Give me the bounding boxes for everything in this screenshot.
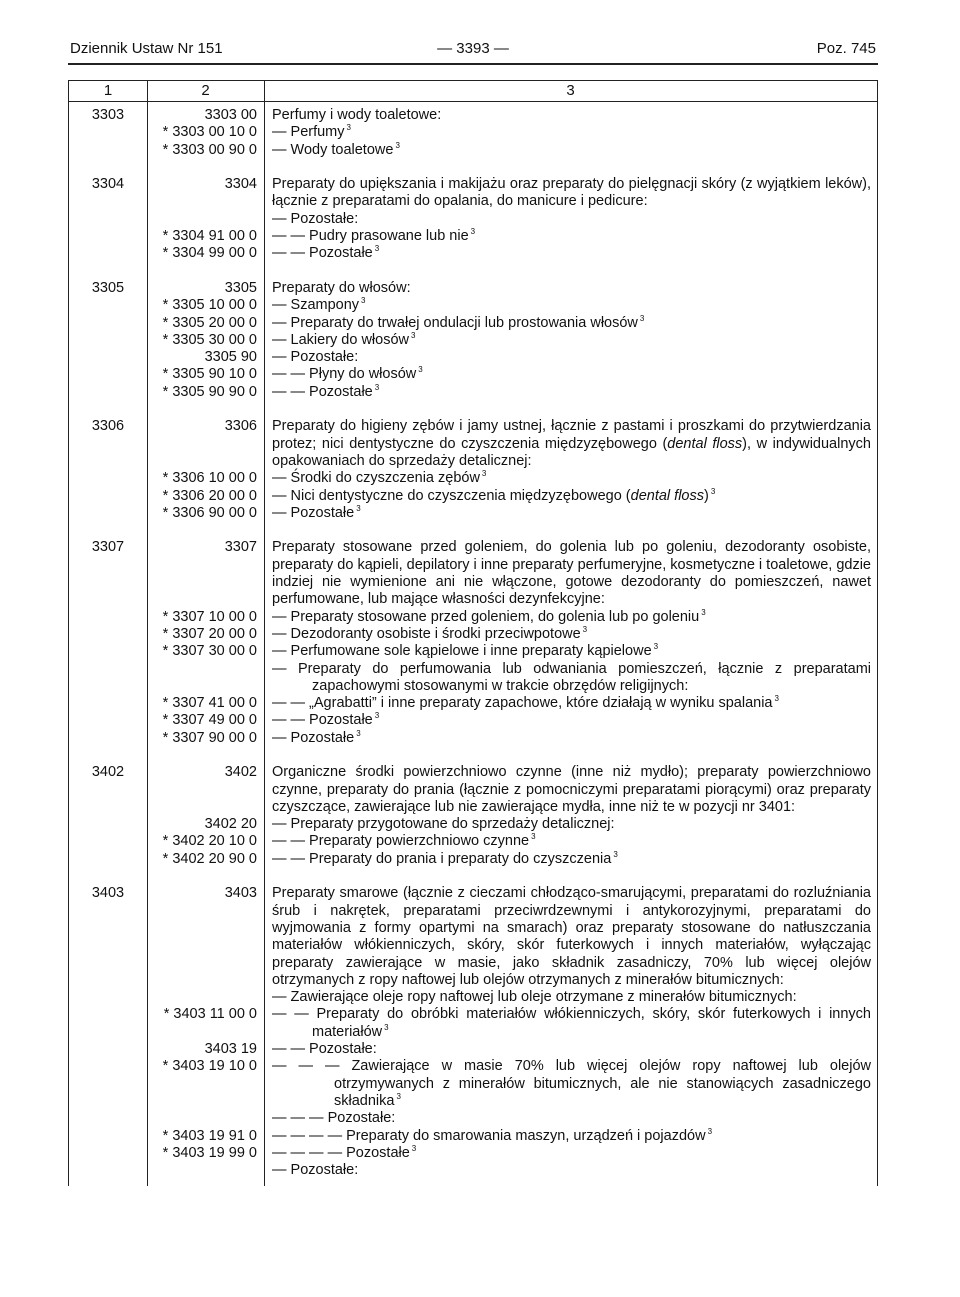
heading-number: 3402 — [91, 764, 125, 781]
heading-number — [69, 730, 147, 747]
table-row — [69, 626, 877, 643]
cn-code: * 3307 30 00 0 — [162, 643, 257, 660]
footnote-mark: 3 — [361, 296, 366, 306]
goods-description: Preparaty do higieny zębów i jamy ustnej, łącznie z pastami i proszkami do przytwierdzania protez; nici dentystyczne do czyszczenia międzyzębowego (dental floss), w indywidualnych opakowaniach do sprzedaży detalicznej: — [272, 418, 871, 469]
footnote-mark: 3 — [701, 607, 706, 617]
table-row — [69, 833, 877, 850]
heading-group-3304 — [69, 176, 877, 262]
cn-code: * 3402 20 90 0 — [162, 850, 257, 867]
heading-number — [69, 695, 147, 712]
heading-number — [69, 505, 147, 522]
heading-number — [69, 488, 147, 505]
footnote-mark: 3 — [613, 849, 618, 859]
heading-number: 3304 — [91, 176, 125, 193]
table-row — [69, 1110, 877, 1127]
footnote-mark: 3 — [395, 140, 400, 150]
goods-description: — Preparaty stosowane przed goleniem, do golenia lub po goleniu $^3$ — [272, 607, 706, 625]
goods-description: — Pozostałe: — [272, 349, 359, 366]
goods-description: — Lakiery do włosów $^3$ — [272, 330, 416, 348]
goods-description: — Pozostałe: — [272, 1162, 359, 1179]
heading-group-3307 — [69, 539, 877, 747]
table-row — [69, 885, 877, 989]
table-row — [69, 228, 877, 245]
table-row — [69, 1058, 877, 1110]
heading-number — [69, 332, 147, 349]
heading-number: 3403 — [91, 885, 125, 902]
table-row — [69, 1145, 877, 1162]
goods-description: — Preparaty przygotowane do sprzedaży detalicznej: — [272, 816, 615, 833]
cn-code — [147, 989, 264, 1006]
goods-description: — Perfumy $^3$ — [272, 123, 351, 141]
cn-code: * 3307 20 00 0 — [162, 625, 257, 642]
journal-title: Dziennik Ustaw Nr 151 — [70, 40, 223, 57]
heading-number — [69, 661, 147, 696]
position-number: Poz. 745 — [816, 40, 876, 57]
goods-description: — — Pozostałe $^3$ — [272, 711, 380, 729]
footnote-mark: 3 — [356, 503, 361, 513]
heading-number — [69, 211, 147, 228]
cn-code: * 3305 30 00 0 — [162, 331, 257, 348]
cn-code: * 3306 90 00 0 — [162, 504, 257, 521]
cn-code: 3402 — [224, 764, 257, 781]
footnote-mark: 3 — [653, 642, 659, 652]
table-row — [69, 418, 877, 470]
heading-group-3402 — [69, 764, 877, 868]
footnote-mark: 3 — [470, 227, 476, 237]
table-row — [69, 1162, 877, 1179]
table-row — [69, 245, 877, 262]
heading-number — [69, 712, 147, 729]
cn-code — [147, 211, 264, 228]
cn-code: * 3303 00 10 0 — [162, 124, 257, 141]
cn-code: 3306 — [224, 418, 257, 435]
goods-description: — — „Agrabatti” i inne preparaty zapachowe, które działają w wyniku spalania $^3$ — [272, 694, 779, 712]
cn-code: * 3403 19 10 0 — [162, 1058, 257, 1075]
tariff-table — [68, 80, 878, 1186]
table-row — [69, 280, 877, 297]
column-header-2: 2 — [201, 82, 210, 99]
table-row — [69, 764, 877, 816]
cn-code: * 3402 20 10 0 — [162, 833, 257, 850]
cn-code: 3402 20 — [204, 816, 257, 833]
footnote-mark: 3 — [411, 330, 416, 340]
table-row — [69, 695, 877, 712]
footnote-mark: 3 — [774, 694, 779, 704]
cn-code: * 3307 41 00 0 — [162, 695, 257, 712]
heading-number — [69, 989, 147, 1006]
footnote-mark: 3 — [639, 313, 645, 323]
heading-number — [69, 245, 147, 262]
goods-description: — Pozostałe $^3$ — [272, 728, 361, 746]
goods-description: — — Preparaty powierzchniowo czynne $^3$ — [272, 832, 536, 850]
heading-number — [69, 1110, 147, 1127]
table-row — [69, 609, 877, 626]
table-row — [69, 505, 877, 522]
heading-number — [69, 833, 147, 850]
heading-number: 3306 — [91, 418, 125, 435]
heading-number — [69, 1041, 147, 1058]
heading-number — [69, 626, 147, 643]
table-row — [69, 366, 877, 383]
footnote-mark: 3 — [356, 728, 361, 738]
heading-number: 3305 — [91, 279, 125, 296]
table-row — [69, 349, 877, 366]
heading-number — [69, 124, 147, 141]
goods-description: — — Pudry prasowane lub nie $^3$ — [272, 227, 476, 245]
table-row — [69, 384, 877, 401]
table-row — [69, 315, 877, 332]
cn-code: * 3403 19 99 0 — [162, 1144, 257, 1161]
column-header-3: 3 — [566, 82, 575, 99]
footnote-mark: 3 — [710, 486, 716, 496]
goods-description: — — Preparaty do prania i preparaty do czyszczenia $^3$ — [272, 849, 618, 867]
header-rule — [68, 63, 878, 65]
goods-description: — Zawierające oleje ropy naftowej lub oleje otrzymane z minerałów bitumicznych: — [272, 989, 797, 1006]
footnote-mark: 3 — [418, 365, 423, 375]
column-header-1: 1 — [103, 82, 113, 99]
heading-number — [69, 470, 147, 487]
table-row — [69, 124, 877, 141]
cn-code — [147, 1110, 264, 1127]
goods-description: Preparaty smarowe (łącznie z cieczami chłodząco-smarującymi, preparatami do rozluźniania śrub i nakrętek, preparatami przeciwrdzewnymi i antykorozyjnymi, preparatami do wyjmowania z formy opartymi na smarach) oraz preparaty stosowane do natłuszczania materiałów włókienniczych, skóry, skór futerkowych i innych materiałów, wyłączając preparaty zawierające w masie, jako składnik zasadniczy, 70% lub więcej olejów otrzymanych z ropy naftowej lub olejów otrzymanych z minerałów bitumicznych: — [272, 885, 871, 988]
goods-description: Preparaty do włosów: — [272, 279, 411, 296]
heading-number — [69, 297, 147, 314]
goods-description: — Pozostałe: — [272, 210, 359, 227]
heading-number — [69, 1162, 147, 1179]
table-row — [69, 851, 877, 868]
goods-description: — Perfumowane sole kąpielowe i inne preparaty kąpielowe $^3$ — [272, 642, 659, 660]
heading-number — [69, 384, 147, 401]
table-row — [69, 297, 877, 314]
cn-code: * 3306 20 00 0 — [162, 487, 257, 504]
goods-description: — Środki do czyszczenia zębów $^3$ — [272, 469, 487, 487]
goods-description: — — Płyny do włosów $^3$ — [272, 365, 423, 383]
heading-number — [69, 1058, 147, 1110]
cn-code: * 3303 00 90 0 — [162, 141, 257, 158]
goods-description: — Dezodoranty osobiste i środki przeciwpotowe $^3$ — [272, 624, 588, 642]
footnote-mark: 3 — [384, 1022, 389, 1032]
heading-number — [69, 851, 147, 868]
cn-code: * 3307 90 00 0 — [162, 729, 257, 746]
table-header-row — [69, 80, 877, 102]
footnote-mark: 3 — [481, 469, 487, 479]
footnote-mark: 3 — [374, 382, 380, 392]
cn-code: * 3403 11 00 0 — [163, 1006, 257, 1023]
cn-code: 3303 00 — [204, 107, 257, 123]
heading-number: 3307 — [91, 539, 125, 556]
goods-description: — — — Zawierające w masie 70% lub więcej olejów ropy naftowej lub olejów otrzymywanych z minerałów bitumicznych, ale nie stanowiących zasadniczego składnika $^3$ — [272, 1058, 871, 1109]
heading-number: 3303 — [91, 107, 125, 123]
footnote-mark: 3 — [346, 123, 351, 133]
table-row — [69, 107, 877, 124]
goods-description: — — — — Preparaty do smarowania maszyn, urządzeń i pojazdów $^3$ — [272, 1126, 713, 1144]
table-row — [69, 488, 877, 505]
cn-code: * 3304 99 00 0 — [162, 245, 257, 262]
cn-code: * 3305 20 00 0 — [162, 314, 257, 331]
cn-code: 3307 — [224, 539, 257, 556]
heading-number — [69, 609, 147, 626]
heading-group-3403 — [69, 885, 877, 1179]
table-row — [69, 989, 877, 1006]
heading-number — [69, 228, 147, 245]
table-row — [69, 1006, 877, 1041]
footnote-mark: 3 — [411, 1143, 417, 1153]
cn-code: * 3305 10 00 0 — [162, 297, 257, 314]
footnote-mark: 3 — [707, 1126, 713, 1136]
heading-number — [69, 816, 147, 833]
heading-number — [69, 1145, 147, 1162]
table-row — [69, 712, 877, 729]
goods-description: — Szampony $^3$ — [272, 296, 366, 314]
goods-description: — — — — Pozostałe $^3$ — [272, 1143, 417, 1161]
goods-description: — Preparaty do perfumowania lub odwaniania pomieszczeń, łącznie z preparatami zapachowymi stosowanymi w trakcie obrzędów religijnych: — [272, 660, 871, 694]
goods-description: — — Pozostałe $^3$ — [272, 244, 380, 262]
table-row — [69, 176, 877, 211]
cn-code: * 3307 49 00 0 — [162, 712, 257, 729]
heading-group-3305 — [69, 280, 877, 401]
cn-code: * 3305 90 10 0 — [162, 366, 257, 383]
heading-group-3306 — [69, 418, 877, 522]
goods-description: — Preparaty do trwałej ondulacji lub prostowania włosów $^3$ — [272, 313, 645, 331]
table-row — [69, 643, 877, 660]
goods-description: — — — Pozostałe: — [272, 1110, 396, 1127]
page-number: — 3393 — — [437, 40, 509, 57]
goods-description: Perfumy i wody toaletowe: — [272, 107, 442, 123]
goods-description: — — Pozostałe $^3$ — [272, 382, 380, 400]
cn-code: * 3307 10 00 0 — [162, 608, 257, 625]
footnote-mark: 3 — [582, 624, 588, 634]
goods-description: — Nici dentystyczne do czyszczenia międzyzębowego (dental floss) $^3$ — [272, 486, 716, 504]
table-row — [69, 211, 877, 228]
cn-code: 3305 — [224, 279, 257, 296]
goods-description: Organiczne środki powierzchniowo czynne (inne niż mydło); preparaty powierzchniowo czynne, preparaty do prania (łącznie z pomocniczymi preparatami piorącymi) oraz preparaty czyszczące, zawierające lub nie zawierające mydła, inne niż te w pozycji nr 3401: — [272, 764, 871, 815]
heading-number — [69, 315, 147, 332]
cn-code — [147, 1162, 264, 1179]
goods-description: Preparaty stosowane przed goleniem, do golenia lub po goleniu, dezodoranty osobiste, preparaty do kąpieli, depilatory i inne preparaty perfumeryjne, kosmetyczne i toaletowe, gdzie indziej nie wymienione ani nie włączone, gotowe dezodoranty do pomieszczeń, nawet perfumowane, lub mające własności dezynfekcyjne: — [272, 539, 871, 608]
table-row — [69, 539, 877, 608]
cn-code: 3305 90 — [204, 349, 257, 366]
goods-description: — Wody toaletowe $^3$ — [272, 140, 400, 158]
cn-code — [147, 661, 264, 696]
footnote-mark: 3 — [396, 1091, 401, 1101]
table-row — [69, 661, 877, 696]
goods-description: Preparaty do upiększania i makijażu oraz preparaty do pielęgnacji skóry (z wyjątkiem leków), łącznie z preparatami do opalania, do manicure i pedicure: — [272, 176, 871, 210]
cn-code: * 3306 10 00 0 — [162, 470, 257, 487]
page-header — [70, 40, 876, 64]
cn-code: 3304 — [224, 176, 257, 193]
table-row — [69, 1041, 877, 1058]
heading-number — [69, 142, 147, 159]
footnote-mark: 3 — [374, 244, 380, 254]
goods-description: — Pozostałe $^3$ — [272, 503, 361, 521]
table-row — [69, 730, 877, 747]
table-row — [69, 142, 877, 159]
heading-group-3303 — [69, 107, 877, 159]
heading-number — [69, 1006, 147, 1041]
heading-number — [69, 1128, 147, 1145]
table-body — [69, 107, 877, 1197]
table-row — [69, 1128, 877, 1145]
table-row — [69, 816, 877, 833]
table-row — [69, 332, 877, 349]
cn-code: 3403 — [224, 885, 257, 902]
cn-code: * 3403 19 91 0 — [162, 1127, 257, 1144]
footnote-mark: 3 — [531, 832, 536, 842]
table-row — [69, 470, 877, 487]
cn-code: * 3304 91 00 0 — [162, 228, 257, 245]
goods-description: — — Pozostałe: — [272, 1041, 377, 1058]
heading-number — [69, 366, 147, 383]
cn-code: 3403 19 — [204, 1041, 257, 1058]
footnote-mark: 3 — [374, 711, 380, 721]
cn-code: * 3305 90 90 0 — [162, 383, 257, 400]
heading-number — [69, 349, 147, 366]
goods-description: — — Preparaty do obróbki materiałów włókienniczych, skóry, skór futerkowych i innych materiałów $^3$ — [272, 1006, 871, 1040]
heading-number — [69, 643, 147, 660]
